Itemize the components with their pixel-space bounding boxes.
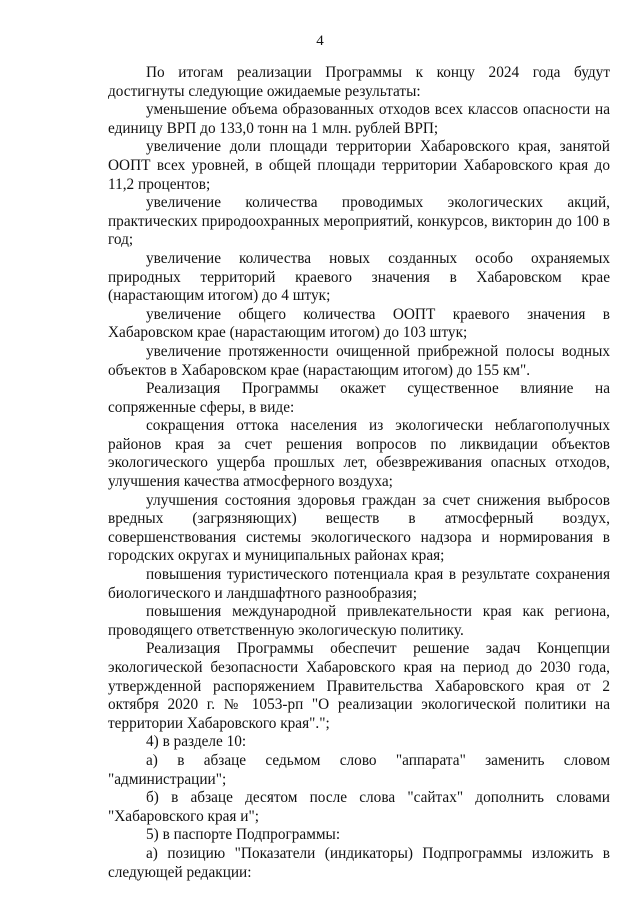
paragraph: б) в абзаце десятом после слова "сайтах" дополнить словами "Хабаровского края и"; bbox=[108, 789, 610, 825]
paragraph: а) в абзаце седьмом слово "аппарата" заменить словом "администрации"; bbox=[108, 751, 610, 788]
paragraph: повышения туристического потенциала края в результате сохранения биологического и ландшафтного разнообразия; bbox=[108, 566, 610, 602]
page-number: 4 bbox=[316, 33, 324, 49]
paragraph: увеличение доли площади территории Хабаровского края, занятой ООПТ всех уровней, в общей площади территории Хабаровского края до 11,2 процентов; bbox=[108, 138, 610, 193]
paragraph: увеличение количества новых созданных особо охраняемых природных территорий краевого значения в Хабаровском крае (нарастающим итогом) до 4 штук; bbox=[108, 249, 610, 305]
paragraph: По итогам реализации Программы к концу 2024 года будут достигнуты следующие ожидаемые результаты: bbox=[108, 64, 610, 100]
paragraph: повышения международной привлекательности края как региона, проводящего ответственную экологическую политику. bbox=[108, 603, 610, 639]
paragraph: 5) в паспорте Подпрограммы: bbox=[146, 826, 341, 844]
paragraph: а) позицию "Показатели (индикаторы) Подпрограммы изложить в следующей редакции: bbox=[108, 844, 610, 881]
paragraph: Реализация Программы окажет существенное влияние на сопряженные сферы, в виде: bbox=[108, 380, 610, 416]
document-body bbox=[108, 64, 610, 882]
paragraph: увеличение протяженности очищенной прибрежной полосы водных объектов в Хабаровском крае (нарастающим итогом) до 155 км". bbox=[108, 342, 610, 379]
paragraph: увеличение общего количества ООПТ краевого значения в Хабаровском крае (нарастающим итогом) до 103 штук; bbox=[108, 305, 610, 342]
paragraph: улучшения состояния здоровья граждан за счет снижения выбросов вредных (загрязняющих) веществ в атмосферный воздух, совершенствования системы экологического надзора и нормирования в городских округах и муниципальных районах края; bbox=[108, 491, 610, 565]
paragraph: увеличение количества проводимых экологических акций, практических природоохранных мероприятий, конкурсов, викторин до 100 в год; bbox=[108, 194, 610, 249]
paragraph: 4) в разделе 10: bbox=[146, 733, 247, 751]
paragraph: сокращения оттока населения из экологически неблагополучных районов края за счет решения вопросов по ликвидации объектов экологического ущерба прошлых лет, обезвреживания опасных отходов, улучшения качества атмосферного воздуха; bbox=[108, 417, 610, 491]
paragraph: Реализация Программы обеспечит решение задач Концепции экологической безопасности Хабаровского края на период до 2030 года, утвержденной распоряжением Правительства Хабаровского края от 2 октября 2020 г. № 1053-рп "О реализации экологической политики на территории Хабаровского края"."; bbox=[108, 640, 610, 732]
paragraph: уменьшение объема образованных отходов всех классов опасности на единицу ВРП до 133,0 тонн на 1 млн. рублей ВРП; bbox=[108, 101, 610, 137]
